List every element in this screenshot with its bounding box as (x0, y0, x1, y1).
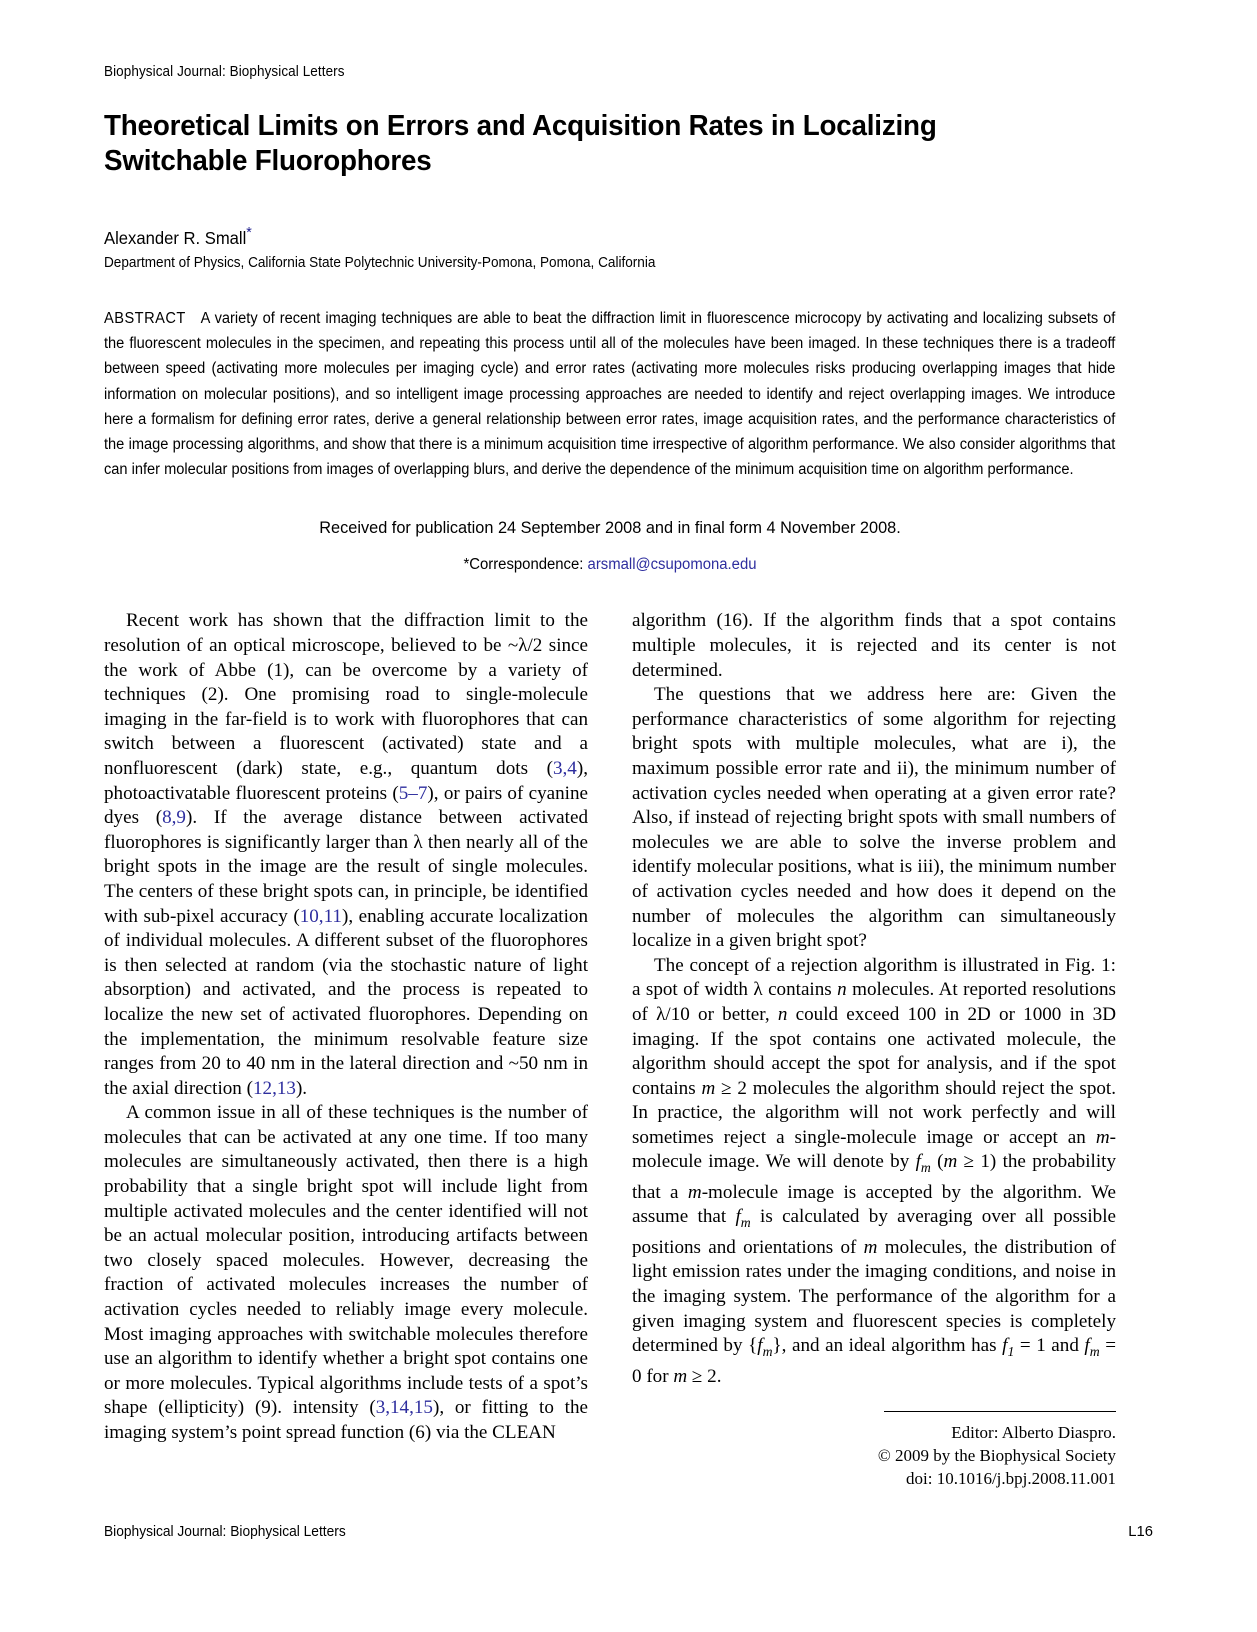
body-text: could exceed 100 in 2D or 1000 in 3D imaging. If the spot contains one activated molecule, the algorithm should accept the spot for analysis, and if the spot contains (632, 1003, 1116, 1099)
math-variable: n (837, 979, 847, 1001)
math-variable: m (673, 1365, 688, 1387)
math-subscript: m (740, 1215, 751, 1231)
footnote-copyright: © 2009 by the Biophysical Society (877, 1446, 1116, 1466)
body-text: = 0 for (632, 1335, 1116, 1387)
body-text: ). (295, 1077, 308, 1099)
math-variable: m (687, 1181, 702, 1203)
body-text: -molecule image. We will denote by (632, 1126, 1116, 1173)
citation-link[interactable]: 8,9 (162, 807, 186, 829)
author-footnote-marker: * (246, 224, 252, 242)
para-questions (632, 683, 1116, 954)
page-number: L16 (1128, 1524, 1153, 1540)
body-text: A common issue in all of these techniques is the number of molecules that can be activated at any one time. If too many molecules are simultaneously activated, then there is a high probability that a single bright spot will include light from multiple activated molecules and the center identified will not be an actual molecular position, introducing artifacts between two closely spaced molecules. However, decreasing the fraction of activated molecules increases the number of activation cycles needed to reliably image every molecule. Most imaging approaches with switchable molecules therefore use an algorithm to identify whether a bright spot contains one or more molecules. Typical algorithms include tests of a spot’s shape (ellipticity) (9). intensity ( (104, 1102, 588, 1419)
math-variable: f (757, 1335, 763, 1357)
body-columns (104, 609, 1116, 1490)
body-text: The concept of a rejection algorithm is illustrated in Fig. 1: a spot of width λ contains (632, 954, 1116, 1001)
abstract-text: A variety of recent imaging techniques are able to beat the diffraction limit in fluorescence microcopy by activating and localizing subsets of the fluorescent molecules in the specimen, and repeating this process until all of the molecules have been imaged. In these techniques there is a tradeoff between speed (activating more molecules per imaging cycle) and error rates (activating more molecules risks producing overlapping images that hide information on molecular positions), and so intelligent image processing approaches are needed to identify and reject overlapping images. We introduce here a formalism for defining error rates, derive a general relationship between error rates, image acquisition rates, and the performance characteristics of the image processing algorithms, and show that there is a minimum acquisition time irrespective of algorithm performance. We also consider algorithms that can infer molecular positions from images of overlapping blurs, and derive the dependence of the minimum acquisition time on algorithm performance. (104, 310, 1116, 479)
para-recent-work (104, 609, 588, 1101)
received-date: Received for publication 24 September 2008 and in final form 4 November 2008. (319, 518, 901, 538)
footnote-block (632, 1411, 1116, 1490)
body-text: = 1 and (1014, 1335, 1085, 1357)
math-subscript: m (762, 1344, 773, 1360)
body-text: molecules, the distribution of light emission rates under the imaging conditions, and noise in the imaging system. The performance of the algorithm for a given imaging system and fluorescent species is completely determined by { (632, 1236, 1116, 1357)
math-variable: m (701, 1077, 716, 1099)
math-variable: n (777, 1003, 788, 1025)
citation-link[interactable]: 12,13 (252, 1077, 296, 1099)
body-text: algorithm (16). If the algorithm finds that a spot contains multiple molecules, it is rejected and its center is not determined. (632, 610, 1116, 681)
running-head: Biophysical Journal: Biophysical Letters (104, 64, 345, 80)
body-text: ≥ 1) the probability that a (632, 1151, 1116, 1203)
author-name (104, 224, 1065, 249)
math-variable: f (1084, 1335, 1090, 1357)
author-block (104, 224, 1116, 271)
footnote-divider (884, 1411, 1116, 1412)
body-text: The questions that we address here are: Given the performance characteristics of some algorithm for rejecting bright spots with multiple molecules, what are i), the maximum possible error rate and ii), the minimum number of activation cycles needed when operating at a given error rate? Also, if instead of rejecting bright spots with small numbers of molecules we are able to solve the inverse problem and identify molecular positions, what is iii), the minimum number of activation cycles needed and how does it depend on the number of molecules the algorithm can simultaneously localize in a given bright spot? (632, 684, 1116, 952)
author-affiliation: Department of Physics, California State Polytechnic University-Pomona, Pomona, California (104, 255, 656, 271)
math-variable: f (1002, 1335, 1008, 1357)
correspondence-label: *Correspondence: (463, 556, 584, 574)
para-rejection-concept (632, 954, 1116, 1390)
math-variable: f (915, 1151, 921, 1173)
right-column (632, 609, 1116, 1490)
math-subscript: 1 (1007, 1344, 1015, 1360)
math-variable: m (943, 1151, 958, 1173)
footnote-lines (632, 1421, 1116, 1490)
para-algorithm-16 (632, 609, 1116, 683)
footnote-editor: Editor: Alberto Diaspro. (951, 1423, 1116, 1443)
body-text: ( (930, 1151, 944, 1173)
body-text: ). If the average distance between activated fluorophores is significantly larger than λ then nearly all of the bright spots in the image are the result of single molecules. The centers of these bright spots can, in principle, be identified with sub-pixel accuracy ( (104, 807, 588, 927)
abstract (104, 306, 1115, 482)
body-text: ≥ 2 molecules the algorithm should reject the spot. In practice, the algorithm will not work perfectly and will sometimes reject a single-molecule image or accept an (632, 1077, 1116, 1148)
correspondence-line (124, 556, 1096, 574)
body-text: ), enabling accurate localization of individual molecules. A different subset of the fluorophores is then selected at random (via the stochastic nature of light absorption) and activated, and the process is repeated to localize the new set of activated fluorophores. Depending on the implementation, the minimum resolvable feature size ranges from 20 to 40 nm in the lateral direction and ~50 nm in the axial direction ( (104, 905, 588, 1099)
abstract-label: ABSTRACT (104, 310, 186, 327)
body-text: is calculated by averaging over all possible positions and orientations of (632, 1206, 1116, 1258)
math-variable: f (735, 1206, 741, 1228)
page-title: Theoretical Limits on Errors and Acquisition Rates in Localizing Switchable Fluorophores (104, 110, 937, 177)
body-text: molecules. At reported resolutions of λ/10 or better, (632, 979, 1116, 1025)
page-footer (104, 1524, 1153, 1540)
body-text: Recent work has shown that the diffraction limit to the resolution of an optical microscope, believed to be ~λ/2 since the work of Abbe (1), can be overcome by a variety of techniques (2). One promising road to single-molecule imaging in the far-field is to work with fluorophores that can switch between a fluorescent (activated) state and a nonfluorescent (dark) state, e.g., quantum dots ( (104, 610, 588, 779)
page-content (104, 0, 1116, 1490)
footnote-doi: doi: 10.1016/j.bpj.2008.11.001 (906, 1469, 1116, 1489)
body-text: ), or pairs of cyanine dyes ( (104, 782, 588, 829)
para-common-issue (104, 1101, 588, 1445)
left-column (104, 609, 588, 1490)
body-text: ≥ 2. (687, 1365, 722, 1387)
body-text: }, and an ideal algorithm has (772, 1335, 1003, 1357)
math-subscript: m (1089, 1344, 1100, 1360)
body-text: -molecule image is accepted by the algorithm. We assume that (632, 1181, 1117, 1228)
correspondence-email-link[interactable]: arsmall@csupomona.edu (587, 556, 757, 574)
citation-link[interactable]: 5–7 (398, 782, 428, 804)
author-name-text: Alexander R. Small (104, 228, 247, 248)
page-footer-journal: Biophysical Journal: Biophysical Letters (104, 1524, 346, 1540)
citation-link[interactable]: 3,14,15 (375, 1397, 433, 1419)
body-text: ), or fitting to the imaging system’s point spread function (6) via the CLEAN (104, 1397, 589, 1444)
math-subscript: m (920, 1160, 931, 1176)
math-variable: m (863, 1236, 878, 1258)
citation-link[interactable]: 3,4 (552, 757, 577, 779)
citation-link[interactable]: 10,11 (299, 905, 342, 927)
math-variable: m (1095, 1126, 1110, 1148)
body-text: ), photoactivatable fluorescent proteins ( (104, 757, 588, 804)
